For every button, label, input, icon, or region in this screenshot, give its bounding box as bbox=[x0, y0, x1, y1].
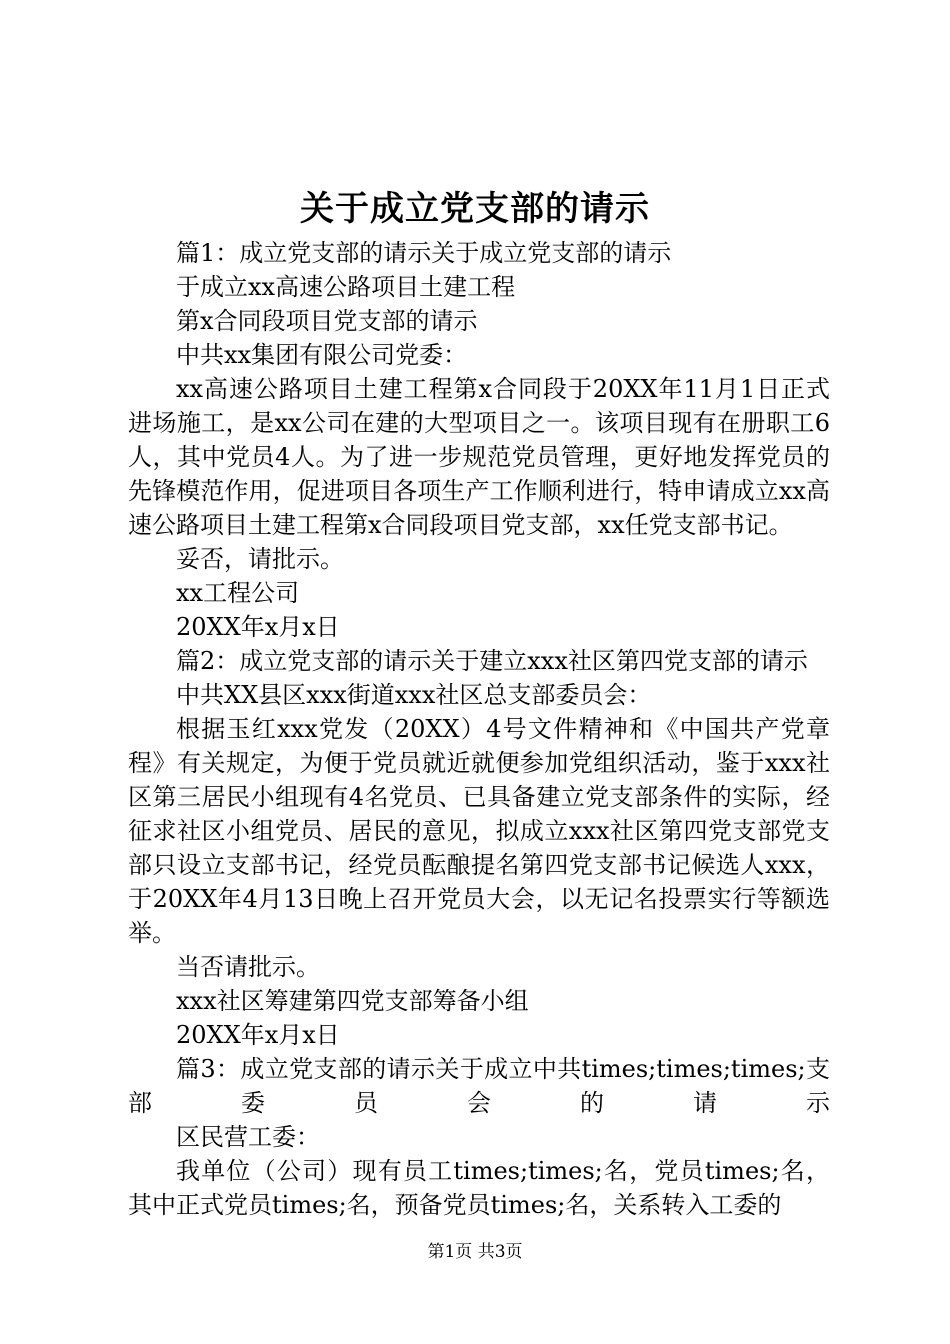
paragraph: xxx社区筹建第四党支部筹备小组 bbox=[176, 987, 529, 1015]
paragraph: 20XX年x月x日 bbox=[176, 1021, 340, 1049]
page-footer: 第1页 共3页 bbox=[427, 1242, 523, 1262]
paragraph: 我单位（公司）现有员工times;times;名，党员times;名，其中正式党员times;名，预备党员times;名，关系转入工委的 bbox=[128, 1157, 830, 1219]
paragraph: xx工程公司 bbox=[176, 579, 300, 607]
paragraph: 当否请批示。 bbox=[176, 953, 320, 981]
paragraph: 中共xx集团有限公司党委： bbox=[176, 341, 468, 369]
document-title: 关于成立党支部的请示 bbox=[300, 189, 650, 229]
paragraph: 篇3：成立党支部的请示关于成立中共times;times;times;支部委员会的请示 bbox=[128, 1055, 830, 1117]
paragraph: 篇2：成立党支部的请示关于建立xxx社区第四党支部的请示 bbox=[176, 647, 808, 675]
paragraph: 于成立xx高速公路项目土建工程 bbox=[176, 273, 516, 301]
paragraph: xx高速公路项目土建工程第x合同段于20XX年11月1日正式进场施工，是xx公司在建的大型项目之一。该项目现有在册职工6人，其中党员4人。为了进一步规范党员管理，更好地发挥党员的先锋模范作用，促进项目各项生产工作顺利进行，特申请成立xx高速公路项目土建工程第x合同段项目党支部，xx任党支部书记。 bbox=[128, 375, 830, 539]
paragraph: 篇1：成立党支部的请示关于成立党支部的请示 bbox=[176, 239, 672, 267]
paragraph: 中共XX县区xxx街道xxx社区总支部委员会： bbox=[176, 681, 652, 709]
paragraph: 根据玉红xxx党发（20XX）4号文件精神和《中国共产党章程》有关规定，为便于党员就近就便参加党组织活动，鉴于xxx社区第三居民小组现有4名党员、已具备建立党支部条件的实际，经征求社区小组党员、居民的意见，拟成立xxx社区第四党支部党支部只设立支部书记，经党员酝酿提名第四党支部书记候选人xxx，于20XX年4月13日晚上召开党员大会，以无记名投票实行等额选举。 bbox=[128, 715, 830, 947]
paragraph: 区民营工委： bbox=[176, 1123, 320, 1151]
paragraph: 20XX年x月x日 bbox=[176, 613, 340, 641]
paragraph: 第x合同段项目党支部的请示 bbox=[176, 307, 478, 335]
document-body bbox=[128, 236, 830, 1222]
paragraph: 妥否，请批示。 bbox=[176, 545, 344, 573]
